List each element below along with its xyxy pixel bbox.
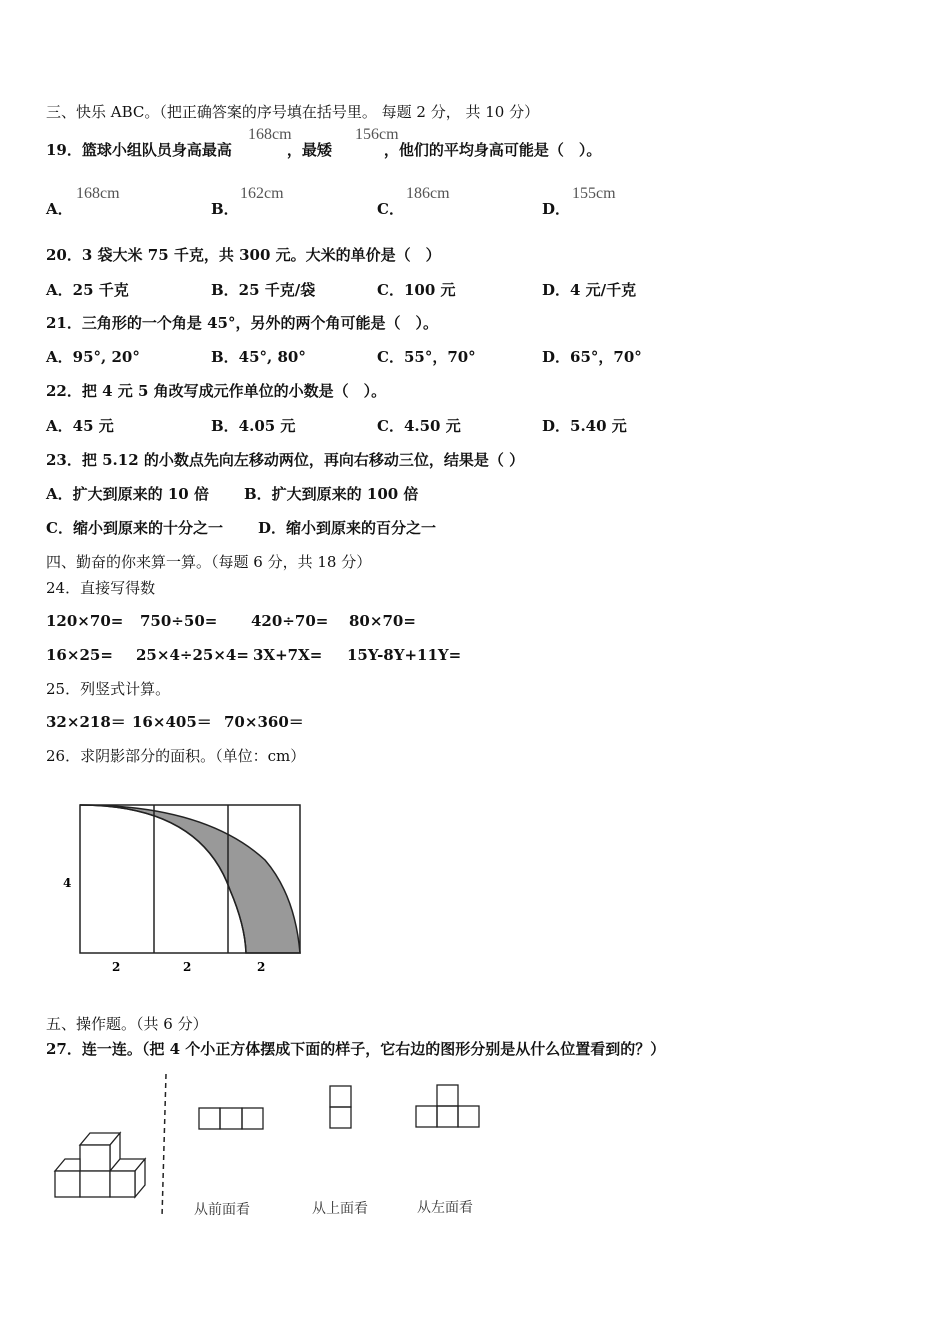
view-two-stacked — [330, 1086, 351, 1128]
q24-stem: 24．直接写得数 — [46, 579, 156, 597]
section-3-title: 三、快乐 ABC。（把正确答案的序号填在括号里。 每题 2 分， 共 10 分） — [46, 103, 540, 121]
q24-item: 16×25= — [46, 646, 113, 664]
dashed-separator — [162, 1074, 166, 1217]
q23-option-c: C．缩小到原来的十分之一 — [46, 519, 223, 537]
q24-item: 750÷50= — [140, 612, 218, 630]
q21-option-d: D．65°，70° — [542, 348, 642, 366]
q25-stem: 25．列竖式计算。 — [46, 680, 171, 698]
q23-option-b: B．扩大到原来的 100 倍 — [244, 485, 419, 503]
q19-option-b-value: 162cm — [240, 185, 284, 202]
shaded-region — [80, 805, 300, 953]
q19-mid: ，最矮 — [286, 141, 332, 159]
q21-option-b: B．45°, 80° — [211, 348, 306, 366]
q23-stem: 23．把 5.12 的小数点先向左移动两位，再向右移动三位，结果是（ ） — [46, 451, 525, 469]
side-label: 4 — [63, 876, 72, 890]
section-4-title: 四、勤奋的你来算一算。（每题 6 分，共 18 分） — [46, 553, 372, 571]
q23-option-a: A．扩大到原来的 10 倍 — [46, 485, 209, 503]
q27-stem: 27．连一连。（把 4 个小正方体摆成下面的样子，它右边的图形分别是从什么位置看到的？） — [46, 1040, 666, 1058]
q19-tallest-value: 168cm — [248, 126, 292, 143]
q24-item: 80×70= — [349, 612, 416, 630]
q22-option-b: B．4.05 元 — [211, 417, 296, 435]
bottom-label: 2 — [112, 960, 121, 974]
inner-arc — [80, 805, 246, 953]
q24-item: 15Y-8Y+11Y= — [347, 646, 462, 664]
q21-option-c: C．55°，70° — [377, 348, 476, 366]
q24-item: 420÷70= — [251, 612, 329, 630]
q22-stem: 22．把 4 元 5 角改写成元作单位的小数是（ ）。 — [46, 382, 387, 400]
q22-option-a: A．45 元 — [46, 417, 114, 435]
view-three-in-row — [199, 1108, 263, 1129]
view-t-shape — [416, 1085, 479, 1127]
q19-option-c: C． — [377, 200, 404, 218]
q25-item: 32×218＝ — [46, 713, 126, 731]
shaded-area-figure — [55, 795, 315, 980]
q20-option-d: D．4 元/千克 — [542, 281, 637, 299]
q19-shortest-value: 156cm — [355, 126, 399, 143]
q19-option-a: A． — [46, 200, 73, 218]
q25-item: 16×405＝ — [132, 713, 212, 731]
q19-pre: 19．篮球小组队员身高最高 — [46, 141, 232, 159]
q20-stem: 20．3 袋大米 75 千克，共 300 元。大米的单价是（ ） — [46, 246, 441, 264]
q21-option-a: A．95°, 20° — [46, 348, 140, 366]
q24-item: 120×70= — [46, 612, 124, 630]
caption-left-view: 从左面看 — [417, 1200, 473, 1216]
q19-option-a-value: 168cm — [76, 185, 120, 202]
bottom-label: 2 — [257, 960, 266, 974]
q19-option-c-value: 186cm — [406, 185, 450, 202]
q24-item: 25×4÷25×4= — [136, 646, 249, 664]
q19-stem — [46, 140, 601, 160]
caption-top-view: 从上面看 — [312, 1201, 368, 1217]
section-5-title: 五、操作题。（共 6 分） — [46, 1015, 208, 1033]
q22-option-d: D．5.40 元 — [542, 417, 627, 435]
q21-stem: 21．三角形的一个角是 45°，另外的两个角可能是（ ）。 — [46, 314, 438, 332]
q23-option-d: D．缩小到原来的百分之一 — [258, 519, 437, 537]
q19-post: ，他们的平均身高可能是（ ）。 — [383, 141, 602, 159]
q20-option-c: C．100 元 — [377, 281, 456, 299]
q19-option-b: B． — [211, 200, 239, 218]
q19-option-d-value: 155cm — [572, 185, 616, 202]
q19-option-d: D． — [542, 200, 571, 218]
q24-item: 3X+7X= — [253, 646, 323, 664]
q20-option-a: A．25 千克 — [46, 281, 129, 299]
cube-stack — [55, 1133, 145, 1197]
q26-stem: 26．求阴影部分的面积。（单位：cm） — [46, 747, 306, 765]
q25-item: 70×360＝ — [224, 713, 304, 731]
caption-front-view: 从前面看 — [194, 1202, 250, 1218]
bottom-label: 2 — [183, 960, 192, 974]
q22-option-c: C．4.50 元 — [377, 417, 461, 435]
q20-option-b: B．25 千克/袋 — [211, 281, 316, 299]
